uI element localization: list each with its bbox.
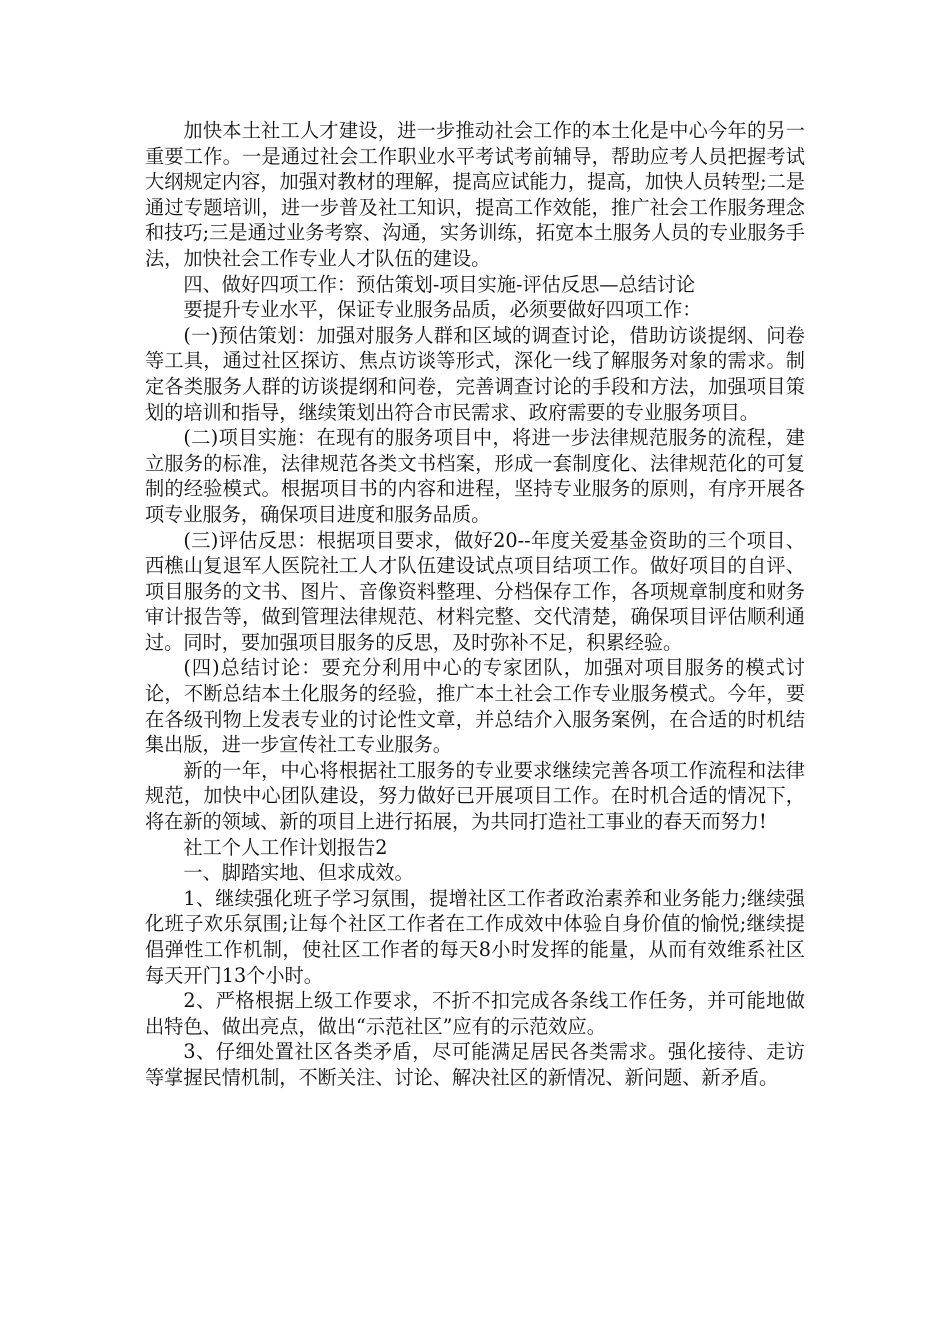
paragraph-new-year: 新的一年，中心将根据社工服务的专业要求继续完善各项工作流程和法律规范，加快中心团队建设，努力做好已开展项目工作。在时机合适的情况下，将在新的领域、新的项目上进行拓展，为共同打造社工事业的春天而努力!	[145, 758, 805, 834]
paragraph-assessment-planning: (一)预估策划：加强对服务人群和区域的调查讨论，借助访谈提纲、问卷等工具，通过社区探访、焦点访谈等形式，深化一线了解服务对象的需求。制定各类服务人群的访谈提纲和问卷，完善调查讨论的手段和方法，加强项目策划的培训和指导，继续策划出符合市民需求、政府需要的专业服务项目。	[145, 323, 805, 424]
paragraph-item-3: 3、仔细处置社区各类矛盾，尽可能满足居民各类需求。强化接待、走访等掌握民情机制，不断关注、讨论、解决社区的新情况、新问题、新矛盾。	[145, 1040, 805, 1089]
paragraph-summary-discussion: (四)总结讨论：要充分利用中心的专家团队，加强对项目服务的模式讨论，不断总结本土化服务的经验，推广本土社会工作专业服务模式。今年，要在各级刊物上发表专业的讨论性文章，并总结介入服务案例，在合适的时机结集出版，进一步宣传社工专业服务。	[145, 656, 805, 757]
paragraph-item-1: 1、继续强化班子学习氛围，提增社区工作者政治素养和业务能力;继续强化班子欢乐氛围;让每个社区工作者在工作成效中体验自身价值的愉悦;继续提倡弹性工作机制，使社区工作者的每天8小时发挥的能量，从而有效维系社区每天开门13个小时。	[145, 886, 805, 987]
paragraph-evaluation-reflection: (三)评估反思：根据项目要求，做好20--年度关爱基金资助的三个项目、西樵山复退军人医院社工人才队伍建设试点项目结项工作。做好项目的自评、项目服务的文书、图片、音像资料整理、分档保存工作，各项规章制度和财务审计报告等，做到管理法律规范、材料完整、交代清楚，确保项目评估顺利通过。同时，要加强项目服务的反思，及时弥补不足，积累经验。	[145, 528, 805, 654]
document-body	[145, 118, 805, 1091]
heading-report-2: 社工个人工作计划报告2	[183, 835, 388, 859]
paragraph-item-2: 2、严格根据上级工作要求，不折不扣完成各条线工作任务，并可能地做出特色、做出亮点，做出“示范社区”应有的示范效应。	[145, 989, 805, 1038]
heading-section-one: 一、脚踏实地、但求成效。	[183, 861, 414, 885]
heading-four-tasks: 四、做好四项工作：预估策划-项目实施-评估反思—总结讨论	[183, 272, 696, 296]
paragraph-project-implementation: (二)项目实施：在现有的服务项目中，将进一步法律规范服务的流程，建立服务的标准，法律规范各类文书档案，形成一套制度化、法律规范化的可复制的经验模式。根据项目书的内容和进程，坚持专业服务的原则，有序开展各项专业服务，确保项目进度和服务品质。	[145, 426, 805, 526]
paragraph-talent-building: 加快本土社工人才建设，进一步推动社会工作的本土化是中心今年的另一重要工作。一是通过社会工作职业水平考试考前辅导，帮助应考人员把握考试大纲规定内容，加强对教材的理解，提高应试能力，提高，加快人员转型;二是通过专题培训，进一步普及社工知识，提高工作效能，推广社会工作服务理念和技巧;三是通过业务考察、沟通，实务训练，拓宽本土服务人员的专业服务手法，加快社会工作专业人才队伍的建设。	[145, 119, 805, 270]
paragraph-four-tasks-intro: 要提升专业水平，保证专业服务品质，必须要做好四项工作：	[183, 298, 702, 322]
